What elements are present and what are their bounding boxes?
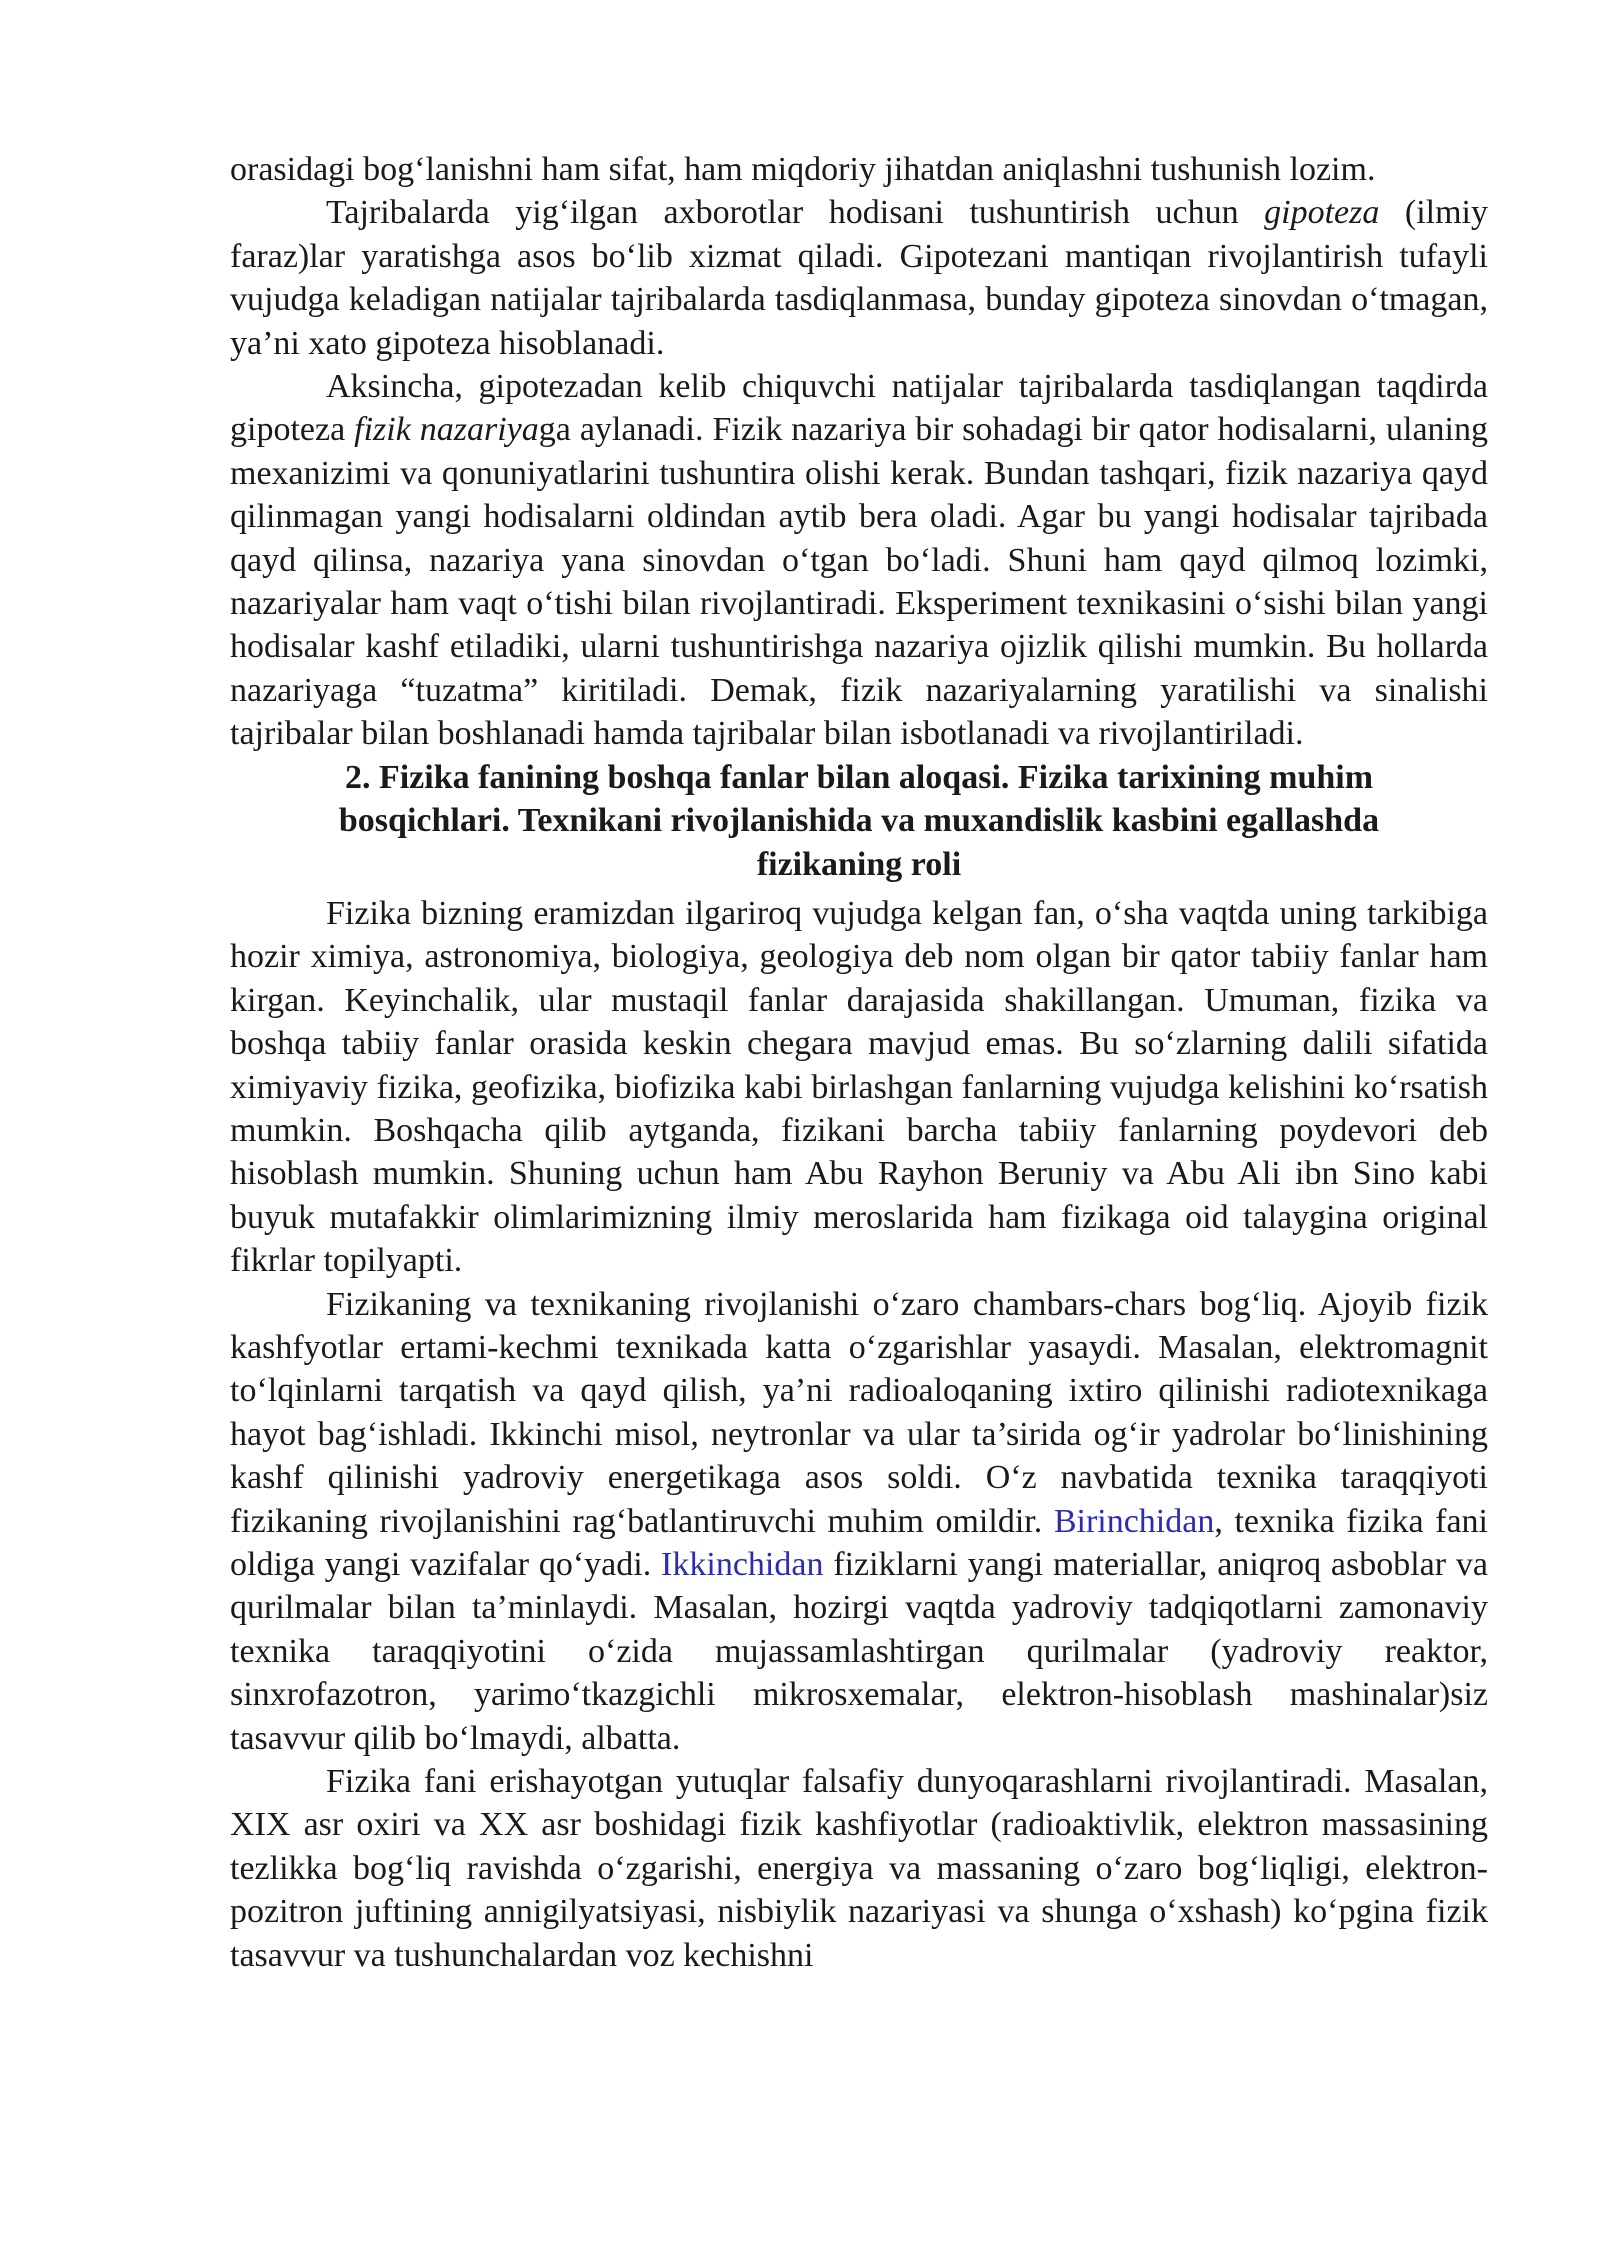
paragraph-text-part: Fizikaning va texnikaning rivojlanishi o‘zaro chambars-chars bog‘liq. Ajoyib fizik kashfyotlar ertami-kechmi texnikada katta o‘zgarishlar yasaydi. Masalan, elektromagnit to‘lqinlarni tarqatish va qayd qilish, ya’ni radioaloqaning ixtiro qilinishi radiotexnikaga hayot bag‘ishladi. Ikkinchi misol, neytronlar va ular ta’sirida og‘ir yadrolar bo‘linishining kashf qilinishi yadroviy energetikaga asos soldi. O‘z navbatida texnika taraqqiyoti fizikaning rivojlanishini rag‘batlantiruvchi muhim omildir. (230, 1285, 1488, 1540)
section-heading (230, 756, 1488, 886)
italic-term-fizik-nazariya: fizik nazariya (354, 411, 539, 449)
paragraph-text-part: , texnika fizika fani oldiga yangi vazifalar qo‘yadi. (230, 1502, 1488, 1583)
paragraph-continuation (230, 148, 1488, 191)
section-heading-line-3: fizikaning roli (756, 845, 962, 883)
paragraph-text: Fizika bizning eramizdan ilgariroq vujudga kelgan fan, o‘sha vaqtda uning tarkibiga hozir ximiya, astronomiya, biologiya, geologiya deb nom olgan bir qator tabiiy fanlar ham kirgan. Keyinchalik, ular mustaqil fanlar darajasida shakillangan. Umuman, fizika va boshqa tabiiy fanlar orasida keskin chegara mavjud emas. Bu so‘zlarning dalili sifatida ximiyaviy fizika, geofizika, biofizika kabi birlashgan fanlarning vujudga kelishini ko‘rsatish mumkin. Boshqacha qilib aytganda, fizikani barcha tabiiy fanlarning poydevori deb hisoblash mumkin. Shuning uchun ham Abu Rayhon Beruniy va Abu Ali ibn Sino kabi buyuk mutafakkir olimlarimizning ilmiy meroslarida ham fizikaga oid talaygina original fikrlar topilyapti. (230, 894, 1488, 1280)
paragraph-text-part: ga aylanadi. Fizik nazariya bir sohadagi bir qator hodisalarni, ulaning mexanizimi va qonuniyatlarini tushuntira olishi kerak. Bundan tashqari, fizik nazariya qayd qilinmagan yangi hodisalarni oldindan aytib bera oladi. Agar bu yangi hodisalar tajribada qayd qilinsa, nazariya yana sinovdan o‘tgan bo‘ladi. Shuni ham qayd qilmoq lozimki, nazariyalar ham vaqt o‘tishi bilan rivojlantiradi. Eksperiment texnikasini o‘sishi bilan yangi hodisalar kashf etiladiki, ularni tushuntirishga nazariya ojizlik qilishi mumkin. Bu hollarda nazariyaga “tuzatma” kiritiladi. Demak, fizik nazariyalarning yaratilishi va sinalishi tajribalar bilan boshlanadi hamda tajribalar bilan isbotlanadi va rivojlantiriladi. (230, 411, 1489, 753)
paragraph-text-part: fiziklarni yangi materiallar, aniqroq asboblar va qurilmalar bilan ta’minlaydi. Masalan, hozirgi vaqtda yadroviy tadqiqotlarni zamonaviy texnika taraqqiyotini o‘zida mujassamlashtirgan qurilmalar (yadroviy reaktor, sinxrofazotron, yarimo‘tkazgichli mikrosxemalar, elektron-hisoblash mashinalar)siz tasavvur qilib bo‘lmaydi, albatta. (230, 1546, 1488, 1757)
paragraph-text: Fizika fani erishayotgan yutuqlar falsafiy dunyoqarashlarni rivojlantiradi. Masalan, XIX asr oxiri va XX asr boshidagi fizik kashfiyotlar (radioaktivlik, elektron massasining tezlikka bog‘liq ravishda o‘zgarishi, energiya va massaning o‘zaro bog‘liqligi, elektron-pozitron juftining annigilyatsiyasi, nisbiylik nazariyasi va shunga o‘xshash) ko‘pgina fizik tasavvur va tushunchalardan voz kechishni (230, 1763, 1488, 1974)
paragraph-text: orasidagi bog‘lanishni ham sifat, ham miqdoriy jihatdan aniqlashni tushunish lozim. (230, 151, 1376, 188)
paragraph-fizika-history (230, 892, 1488, 1283)
italic-term-gipoteza: gipoteza (1264, 194, 1380, 232)
link-ikkinchidan[interactable]: Ikkinchidan (661, 1546, 824, 1583)
link-birinchidan[interactable]: Birinchidan (1053, 1502, 1215, 1540)
paragraph-gipoteza (230, 191, 1488, 365)
document-page (230, 148, 1488, 1977)
section-heading-line-1: 2. Fizika fanining boshqa fanlar bilan aloqasi. Fizika tarixining muhim (344, 758, 1374, 796)
paragraph-text-part: (ilmiy faraz)lar yaratishga asos bo‘lib xizmat qiladi. Gipotezani mantiqan rivojlantirish tufayli vujudga keladigan natijalar tajribalarda tasdiqlanmasa, bunday gipoteza sinovdan o‘tmagan, ya’ni xato gipoteza hisoblanadi. (230, 194, 1488, 362)
section-heading-line-2: bosqichlari. Texnikani rivojlanishida va muxandislik kasbini egallashda (338, 802, 1380, 840)
paragraph-falsafiy (230, 1760, 1488, 1977)
paragraph-fizika-texnika (230, 1283, 1488, 1760)
paragraph-text-part: Tajribalarda yig‘ilgan axborotlar hodisani tushuntirish uchun (326, 194, 1265, 232)
paragraph-text-part: Aksincha, gipotezadan kelib chiquvchi natijalar tajribalarda tasdiqlangan taqdirda gipoteza (230, 368, 1488, 449)
paragraph-fizik-nazariya (230, 365, 1488, 756)
